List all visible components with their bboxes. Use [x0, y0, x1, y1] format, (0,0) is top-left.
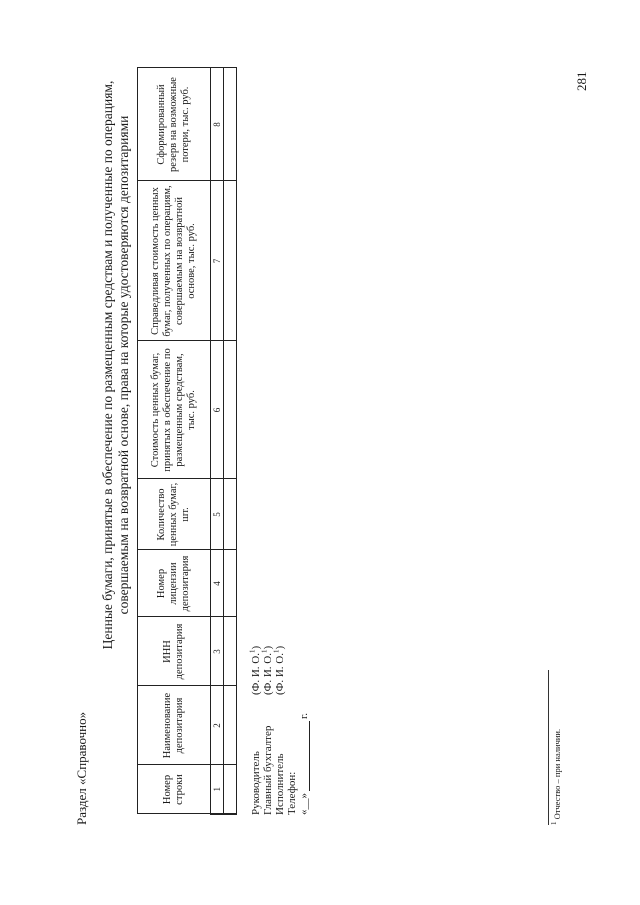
header-cell: Сформированный резерв на возможные потери, тыс. руб. [138, 68, 211, 181]
table-column-number-row [211, 68, 223, 814]
document-title-line-1: Ценные бумаги, принятые в обеспечение по размещенным средствам и полученные по операциям, [100, 80, 115, 650]
header-cell: Количество ценных бумаг, шт. [138, 479, 211, 550]
footnote-marker: 1 [550, 821, 559, 825]
document-title [100, 0, 132, 765]
footnote [552, 729, 562, 825]
header-cell: Стоимость ценных бумаг, принятых в обеспечение по размещенным средствам, тыс. руб. [138, 341, 211, 479]
table-cell [223, 341, 237, 479]
signature-role: Исполнитель [274, 753, 286, 815]
table-cell [223, 68, 237, 181]
signature-role: Главный бухгалтер [262, 725, 274, 815]
table-header-row [138, 68, 211, 814]
signature-name-placeholder: (Ф. И. О.$^1$) [260, 645, 274, 695]
column-number-cell: 2 [211, 686, 223, 765]
table-cell [223, 686, 237, 765]
table-cell [223, 617, 237, 686]
date-day-placeholder: «__» [298, 793, 310, 815]
phone-label: Телефон: [286, 771, 298, 815]
signature-name-placeholder: (Ф. И. О.$^1$) [248, 645, 262, 695]
signature-row [262, 615, 274, 815]
header-cell: Справедливая стоимость ценных бумаг, полученных по операциям, совершаемым на возвратной основе, тыс. руб. [138, 181, 211, 341]
column-number-cell: 1 [211, 765, 223, 814]
section-title: Раздел «Справочно» [74, 711, 89, 825]
signature-row [286, 615, 298, 815]
signature-block [250, 615, 310, 815]
table-cell [223, 181, 237, 341]
header-cell: ИНН депозитария [138, 617, 211, 686]
signature-row [250, 615, 262, 815]
header-cell: Номер строки [138, 765, 211, 814]
column-number-cell: 6 [211, 341, 223, 479]
signature-date [298, 615, 310, 815]
footnote-divider [548, 670, 549, 825]
table-row [223, 68, 237, 814]
date-underline [298, 721, 310, 791]
column-number-cell: 4 [211, 550, 223, 617]
table-cell [223, 550, 237, 617]
document-title-line-2: совершаемым на возвратной основе, права на которые удостоверяются депозитариями [116, 115, 131, 615]
page-number: 281 [574, 71, 589, 91]
column-number-cell: 8 [211, 68, 223, 181]
signature-row [274, 615, 286, 815]
column-number-cell: 7 [211, 181, 223, 341]
table-cell [223, 765, 237, 814]
signature-role: Руководитель [250, 751, 262, 815]
header-cell: Наименование депозитария [138, 686, 211, 765]
column-number-cell: 3 [211, 617, 223, 686]
securities-table [137, 68, 237, 816]
header-cell: Номер лицензии депозитария [138, 550, 211, 617]
column-number-cell: 5 [211, 479, 223, 550]
date-year-suffix: г. [298, 712, 310, 719]
table-cell [223, 479, 237, 550]
footnote-text: Отчество – при наличии. [552, 728, 562, 822]
signature-name-placeholder: (Ф. И. О.$^1$) [272, 645, 286, 695]
